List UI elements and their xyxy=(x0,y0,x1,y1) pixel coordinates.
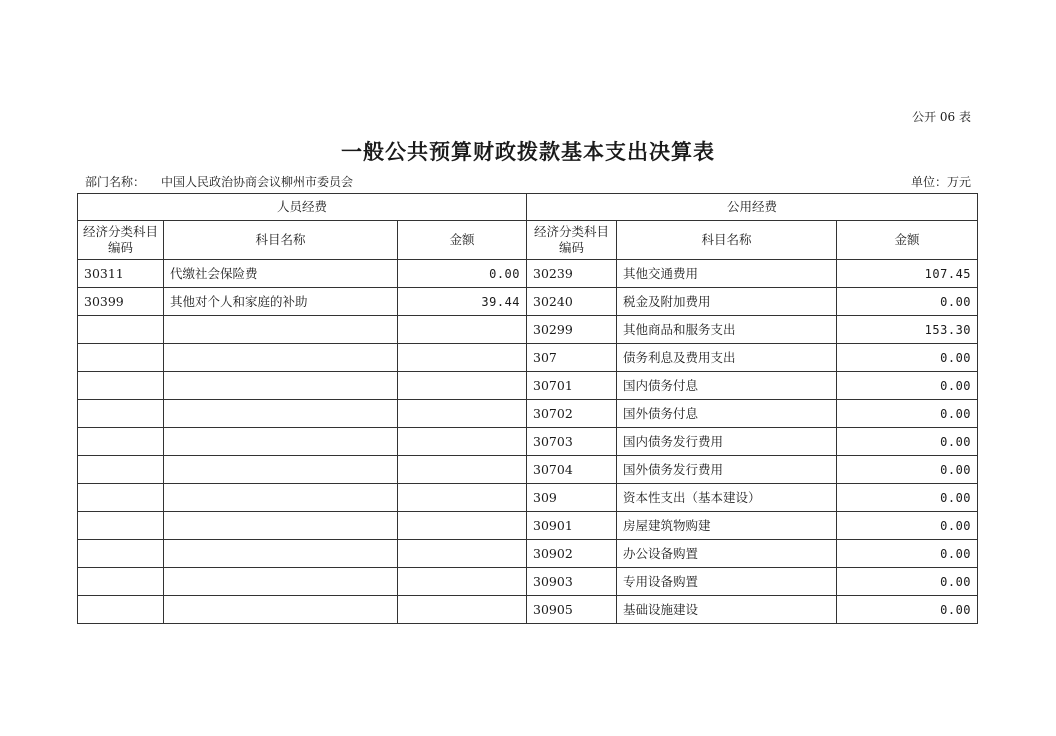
public-name-cell: 国外债务发行费用 xyxy=(617,456,837,484)
public-amount-cell: 0.00 xyxy=(837,456,978,484)
public-code-cell: 307 xyxy=(527,344,617,372)
personnel-amount-cell xyxy=(398,428,527,456)
public-amount-cell: 0.00 xyxy=(837,596,978,624)
department-name: 中国人民政治协商会议柳州市委员会 xyxy=(161,175,354,189)
col-amount-personnel: 金额 xyxy=(398,221,527,260)
public-amount-cell: 0.00 xyxy=(837,344,978,372)
col-amount-public: 金额 xyxy=(837,221,978,260)
table-row xyxy=(78,372,978,400)
personnel-code-cell: 30399 xyxy=(78,288,164,316)
public-amount-cell: 0.00 xyxy=(837,484,978,512)
table-row xyxy=(78,400,978,428)
personnel-name-cell xyxy=(164,484,398,512)
public-name-cell: 债务利息及费用支出 xyxy=(617,344,837,372)
personnel-code-cell xyxy=(78,372,164,400)
personnel-code-cell xyxy=(78,540,164,568)
personnel-name-cell xyxy=(164,512,398,540)
personnel-amount-cell xyxy=(398,540,527,568)
col-code-personnel: 经济分类科目编码 xyxy=(78,221,164,260)
table-row xyxy=(78,260,978,288)
personnel-name-cell xyxy=(164,596,398,624)
public-name-cell: 国外债务付息 xyxy=(617,400,837,428)
personnel-code-cell xyxy=(78,316,164,344)
group-header-row xyxy=(78,194,978,221)
table-row xyxy=(78,428,978,456)
personnel-name-cell xyxy=(164,344,398,372)
group-personnel: 人员经费 xyxy=(78,194,527,221)
public-name-cell: 国内债务发行费用 xyxy=(617,428,837,456)
public-amount-cell: 0.00 xyxy=(837,568,978,596)
personnel-name-cell xyxy=(164,316,398,344)
public-name-cell: 其他商品和服务支出 xyxy=(617,316,837,344)
form-code: 公开 06 表 xyxy=(912,110,971,124)
public-code-cell: 30701 xyxy=(527,372,617,400)
public-code-cell: 30240 xyxy=(527,288,617,316)
public-name-cell: 税金及附加费用 xyxy=(617,288,837,316)
personnel-code-cell xyxy=(78,400,164,428)
personnel-amount-cell xyxy=(398,568,527,596)
public-name-cell: 办公设备购置 xyxy=(617,540,837,568)
personnel-name-cell: 代缴社会保险费 xyxy=(164,260,398,288)
public-code-cell: 30902 xyxy=(527,540,617,568)
table-row xyxy=(78,596,978,624)
public-amount-cell: 0.00 xyxy=(837,512,978,540)
table-row xyxy=(78,316,978,344)
personnel-name-cell xyxy=(164,540,398,568)
personnel-name-cell: 其他对个人和家庭的补助 xyxy=(164,288,398,316)
public-amount-cell: 0.00 xyxy=(837,540,978,568)
public-name-cell: 房屋建筑物购建 xyxy=(617,512,837,540)
personnel-amount-cell xyxy=(398,372,527,400)
department-info xyxy=(85,173,353,190)
public-code-cell: 30703 xyxy=(527,428,617,456)
personnel-code-cell xyxy=(78,428,164,456)
personnel-name-cell xyxy=(164,372,398,400)
public-code-cell: 30299 xyxy=(527,316,617,344)
col-name-personnel: 科目名称 xyxy=(164,221,398,260)
personnel-amount-cell xyxy=(398,456,527,484)
table-row xyxy=(78,344,978,372)
personnel-amount-cell xyxy=(398,344,527,372)
group-public: 公用经费 xyxy=(527,194,978,221)
personnel-amount-cell xyxy=(398,512,527,540)
personnel-amount-cell xyxy=(398,484,527,512)
public-code-cell: 30239 xyxy=(527,260,617,288)
department-label: 部门名称： xyxy=(85,175,146,189)
personnel-amount-cell xyxy=(398,596,527,624)
personnel-name-cell xyxy=(164,428,398,456)
page-title: 一般公共预算财政拨款基本支出决算表 xyxy=(341,139,715,164)
personnel-code-cell xyxy=(78,596,164,624)
public-code-cell: 30901 xyxy=(527,512,617,540)
unit-label: 单位：万元 xyxy=(910,175,971,189)
public-code-cell: 30702 xyxy=(527,400,617,428)
public-name-cell: 基础设施建设 xyxy=(617,596,837,624)
personnel-code-cell xyxy=(78,456,164,484)
public-amount-cell: 0.00 xyxy=(837,372,978,400)
public-code-cell: 30903 xyxy=(527,568,617,596)
table-row xyxy=(78,540,978,568)
table-row xyxy=(78,484,978,512)
public-name-cell: 专用设备购置 xyxy=(617,568,837,596)
expenditure-table xyxy=(77,193,978,624)
personnel-amount-cell xyxy=(398,400,527,428)
personnel-amount-cell: 0.00 xyxy=(398,260,527,288)
public-name-cell: 资本性支出（基本建设） xyxy=(617,484,837,512)
personnel-code-cell xyxy=(78,484,164,512)
personnel-name-cell xyxy=(164,456,398,484)
personnel-code-cell xyxy=(78,512,164,540)
public-amount-cell: 0.00 xyxy=(837,288,978,316)
public-amount-cell: 153.30 xyxy=(837,316,978,344)
public-code-cell: 30905 xyxy=(527,596,617,624)
column-header-row xyxy=(78,221,978,260)
personnel-name-cell xyxy=(164,568,398,596)
public-amount-cell: 0.00 xyxy=(837,400,978,428)
personnel-amount-cell xyxy=(398,316,527,344)
public-amount-cell: 107.45 xyxy=(837,260,978,288)
public-name-cell: 国内债务付息 xyxy=(617,372,837,400)
col-code-public: 经济分类科目编码 xyxy=(527,221,617,260)
public-name-cell: 其他交通费用 xyxy=(617,260,837,288)
personnel-name-cell xyxy=(164,400,398,428)
table-row xyxy=(78,512,978,540)
public-code-cell: 30704 xyxy=(527,456,617,484)
personnel-code-cell: 30311 xyxy=(78,260,164,288)
public-amount-cell: 0.00 xyxy=(837,428,978,456)
personnel-amount-cell: 39.44 xyxy=(398,288,527,316)
personnel-code-cell xyxy=(78,568,164,596)
table-row xyxy=(78,456,978,484)
table-row xyxy=(78,288,978,316)
table-row xyxy=(78,568,978,596)
col-name-public: 科目名称 xyxy=(617,221,837,260)
personnel-code-cell xyxy=(78,344,164,372)
public-code-cell: 309 xyxy=(527,484,617,512)
